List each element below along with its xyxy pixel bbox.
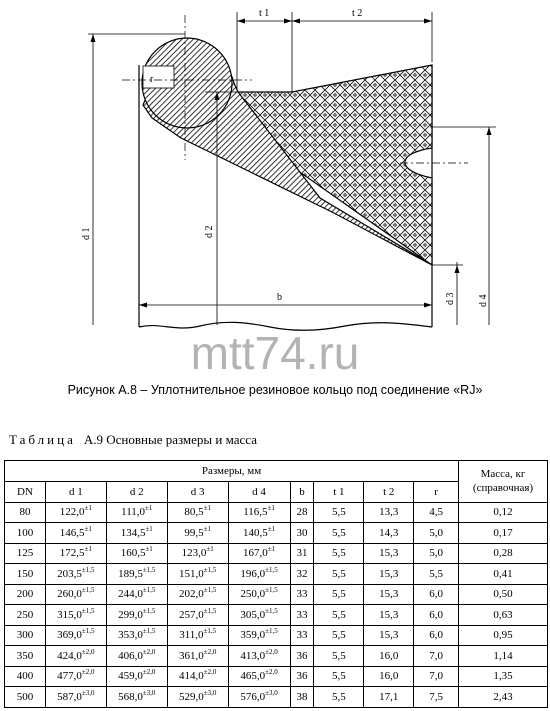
table-cell-dn: 350	[5, 646, 46, 667]
table-cell-d3: $80,5^{\pm 1}$	[167, 502, 228, 523]
table-title-label: Таблица	[9, 432, 76, 447]
table-cell-d2: $568,0^{\pm 3,0}$	[106, 687, 167, 708]
tolerance: ±1,5	[203, 565, 217, 574]
table-cell-dn: 125	[5, 543, 46, 564]
tolerance: ±3,0	[142, 688, 156, 697]
column-header: d 2	[106, 482, 167, 503]
table-cell-d2: $353,0^{\pm 1,5}$	[106, 625, 167, 646]
tolerance: ±1,5	[142, 586, 156, 595]
table-title-text: А.9 Основные размеры и масса	[83, 432, 257, 447]
table-cell-t2: 15,3	[364, 564, 414, 585]
table-cell-b: 33	[290, 625, 314, 646]
table-cell-mass: 0,95	[459, 625, 548, 646]
tolerance: ±1	[145, 524, 153, 533]
column-header: t 1	[314, 482, 364, 503]
column-header: DN	[5, 482, 46, 503]
tolerance: ±2,0	[203, 647, 217, 656]
tolerance: ±1	[145, 545, 153, 554]
table-cell-t2: 16,0	[364, 666, 414, 687]
tolerance: ±1	[145, 504, 153, 513]
tolerance: ±1	[84, 524, 92, 533]
tolerance: ±1	[206, 545, 214, 554]
table-cell-d2: $111,0^{\pm 1}$	[106, 502, 167, 523]
table-cell-t2: 15,3	[364, 625, 414, 646]
tolerance: ±1	[84, 504, 92, 513]
column-header: d 1	[45, 482, 106, 503]
d3-label: d 3	[445, 292, 456, 305]
table-cell-r: 6,0	[414, 605, 459, 626]
tolerance: ±1,5	[142, 627, 156, 636]
tolerance: ±1,5	[81, 627, 95, 636]
table-cell-b: 33	[290, 605, 314, 626]
d1-label: d 1	[81, 227, 92, 240]
table-cell-r: 5,0	[414, 543, 459, 564]
table-cell-d3: $361,0^{\pm 2,0}$	[167, 646, 228, 667]
table-cell-d3: $414,0^{\pm 2,0}$	[167, 666, 228, 687]
mass-header: Масса, кг (справочная)	[459, 461, 548, 503]
table-cell-dn: 300	[5, 625, 46, 646]
table-row	[5, 687, 548, 708]
table-cell-r: 4,5	[414, 502, 459, 523]
tolerance: ±1	[267, 524, 276, 533]
table-row	[5, 646, 548, 667]
tolerance: ±2,0	[81, 647, 95, 656]
table-cell-mass: 0,50	[459, 584, 548, 605]
b-label: b	[277, 292, 282, 303]
table-cell-t1: 5,5	[314, 502, 364, 523]
table-title	[9, 432, 257, 448]
table-cell-d4: $576,0^{\pm 3,0}$	[228, 687, 290, 708]
table-cell-dn: 250	[5, 605, 46, 626]
table-cell-b: 38	[290, 687, 314, 708]
table-cell-mass: 0,63	[459, 605, 548, 626]
tolerance: ±1,5	[142, 606, 156, 615]
r-label-box	[143, 66, 174, 88]
table-cell-t1: 5,5	[314, 646, 364, 667]
table-cell-dn: 400	[5, 666, 46, 687]
column-header: r	[414, 482, 459, 503]
table-cell-b: 36	[290, 666, 314, 687]
table-cell-d2: $459,0^{\pm 2,0}$	[106, 666, 167, 687]
table-cell-d2: $299,0^{\pm 1,5}$	[106, 605, 167, 626]
table-cell-d1: $315,0^{\pm 1,5}$	[45, 605, 106, 626]
table-cell-d4: $465,0^{\pm 2,0}$	[228, 666, 290, 687]
table-cell-b: 31	[290, 543, 314, 564]
tolerance: ±1	[267, 504, 275, 513]
watermark: mtt74.ru	[190, 327, 360, 379]
table-cell-dn: 80	[5, 502, 46, 523]
tolerance: ±1,5	[203, 606, 217, 615]
table-cell-d3: $311,0^{\pm 1,5}$	[167, 625, 228, 646]
tolerance: ±3,0	[203, 688, 217, 697]
table-cell-d2: $160,5^{\pm 1}$	[106, 543, 167, 564]
tolerance: ±2,0	[81, 668, 95, 677]
table-cell-b: 33	[290, 584, 314, 605]
tolerance: ±1,5	[203, 586, 217, 595]
d2-label: d 2	[204, 225, 215, 238]
table-cell-dn: 150	[5, 564, 46, 585]
table-cell-t2: 15,3	[364, 605, 414, 626]
table-cell-b: 30	[290, 523, 314, 544]
table-cell-t2: 16,0	[364, 646, 414, 667]
column-header: d 4	[228, 482, 290, 503]
table-row	[5, 605, 548, 626]
table-cell-d1: $260,0^{\pm 1,5}$	[45, 584, 106, 605]
seal-ring-drawing	[0, 0, 550, 340]
table-cell-r: 7,0	[414, 646, 459, 667]
table-cell-r: 6,0	[414, 584, 459, 605]
table-cell-r: 6,0	[414, 625, 459, 646]
tolerance: ±1,5	[265, 606, 278, 615]
column-header: d 3	[167, 482, 228, 503]
table-cell-d2: $244,0^{\pm 1,5}$	[106, 584, 167, 605]
tolerance: ±2,0	[203, 668, 217, 677]
table-row	[5, 666, 548, 687]
table-cell-t1: 5,5	[314, 543, 364, 564]
tolerance: ±1,5	[203, 627, 217, 636]
table-cell-mass: 1,14	[459, 646, 548, 667]
table-cell-d3: $257,0^{\pm 1,5}$	[167, 605, 228, 626]
table-row	[5, 584, 548, 605]
table-cell-d4: $167,0^{\pm 1}$	[228, 543, 290, 564]
table-cell-d4: $413,0^{\pm 2,0}$	[228, 646, 290, 667]
figure-caption: Рисунок А.8 – Уплотнительное резиновое кольцо под соединение «RJ»	[67, 383, 483, 397]
table-cell-t1: 5,5	[314, 523, 364, 544]
table-cell-mass: 0,41	[459, 564, 548, 585]
table-cell-b: 36	[290, 646, 314, 667]
table-cell-t1: 5,5	[314, 687, 364, 708]
table-cell-d1: $424,0^{\pm 2,0}$	[45, 646, 106, 667]
table-cell-d2: $134,5^{\pm 1}$	[106, 523, 167, 544]
tolerance: ±3,0	[265, 688, 278, 697]
table-row	[5, 564, 548, 585]
column-header: t 2	[364, 482, 414, 503]
tolerance: ±2,0	[142, 668, 156, 677]
tolerance: ±2,0	[265, 647, 278, 656]
table-cell-d2: $406,0^{\pm 2,0}$	[106, 646, 167, 667]
table-body	[5, 502, 548, 707]
tolerance: ±2,0	[265, 668, 278, 677]
tolerance: ±1,5	[265, 565, 278, 574]
table-cell-dn: 200	[5, 584, 46, 605]
tolerance: ±1	[267, 545, 276, 554]
tolerance: ±1	[203, 524, 211, 533]
table-cell-t2: 15,3	[364, 543, 414, 564]
table-cell-t1: 5,5	[314, 605, 364, 626]
table-cell-t2: 17,1	[364, 687, 414, 708]
tolerance: ±1	[84, 545, 92, 554]
table-cell-t2: 14,3	[364, 523, 414, 544]
table-cell-mass: 0,12	[459, 502, 548, 523]
table-cell-d1: $477,0^{\pm 2,0}$	[45, 666, 106, 687]
table-row	[5, 543, 548, 564]
table-cell-d4: $250,0^{\pm 1,5}$	[228, 584, 290, 605]
table-cell-b: 32	[290, 564, 314, 585]
table-row	[5, 625, 548, 646]
tolerance: ±3,0	[81, 688, 95, 697]
tolerance: ±1,5	[81, 586, 95, 595]
table-cell-r: 5,5	[414, 564, 459, 585]
table-cell-d4: $359,0^{\pm 1,5}$	[228, 625, 290, 646]
tolerance: ±1,5	[265, 627, 278, 636]
table-cell-d1: $369,0^{\pm 1,5}$	[45, 625, 106, 646]
table-cell-dn: 500	[5, 687, 46, 708]
table-cell-mass: 1,35	[459, 666, 548, 687]
tolerance: ±1,5	[142, 565, 156, 574]
table-cell-d4: $305,0^{\pm 1,5}$	[228, 605, 290, 626]
table-cell-d4: $116,5^{\pm 1}$	[228, 502, 290, 523]
table-cell-d3: $151,0^{\pm 1,5}$	[167, 564, 228, 585]
tolerance: ±2,0	[142, 647, 156, 656]
table-cell-d1: $172,5^{\pm 1}$	[45, 543, 106, 564]
d4-label: d 4	[478, 294, 489, 307]
table-cell-d1: $146,5^{\pm 1}$	[45, 523, 106, 544]
table-row	[5, 523, 548, 544]
table-cell-mass: 0,17	[459, 523, 548, 544]
table-cell-d4: $196,0^{\pm 1,5}$	[228, 564, 290, 585]
table-cell-d3: $202,0^{\pm 1,5}$	[167, 584, 228, 605]
table-cell-t2: 15,3	[364, 584, 414, 605]
table-cell-t1: 5,5	[314, 666, 364, 687]
table-cell-d1: $587,0^{\pm 3,0}$	[45, 687, 106, 708]
table-cell-d2: $189,5^{\pm 1,5}$	[106, 564, 167, 585]
table-cell-t2: 13,3	[364, 502, 414, 523]
tolerance: ±1	[203, 504, 211, 513]
table-cell-r: 5,0	[414, 523, 459, 544]
dimensions-group-header: Размеры, мм	[5, 461, 459, 482]
table-cell-dn: 100	[5, 523, 46, 544]
table-cell-mass: 2,43	[459, 687, 548, 708]
tolerance: ±1,5	[81, 565, 95, 574]
t2-label: t 2	[352, 8, 363, 19]
r-label: r	[150, 74, 154, 85]
table-cell-b: 28	[290, 502, 314, 523]
table-cell-d4: $140,5^{\pm 1}$	[228, 523, 290, 544]
table-cell-d1: $122,0^{\pm 1}$	[45, 502, 106, 523]
tolerance: ±1,5	[265, 586, 278, 595]
table-cell-t1: 5,5	[314, 584, 364, 605]
table-cell-d3: $529,0^{\pm 3,0}$	[167, 687, 228, 708]
table-cell-d3: $123,0^{\pm 1}$	[167, 543, 228, 564]
table-cell-r: 7,5	[414, 687, 459, 708]
table-cell-d3: $99,5^{\pm 1}$	[167, 523, 228, 544]
table-cell-d1: $203,5^{\pm 1,5}$	[45, 564, 106, 585]
table-cell-t1: 5,5	[314, 564, 364, 585]
table-cell-mass: 0,28	[459, 543, 548, 564]
table-cell-r: 7,0	[414, 666, 459, 687]
table-cell-t1: 5,5	[314, 625, 364, 646]
table-row	[5, 502, 548, 523]
column-header: b	[290, 482, 314, 503]
t1-label: t 1	[259, 8, 270, 19]
tolerance: ±1,5	[81, 606, 95, 615]
dimensions-table	[4, 460, 548, 708]
